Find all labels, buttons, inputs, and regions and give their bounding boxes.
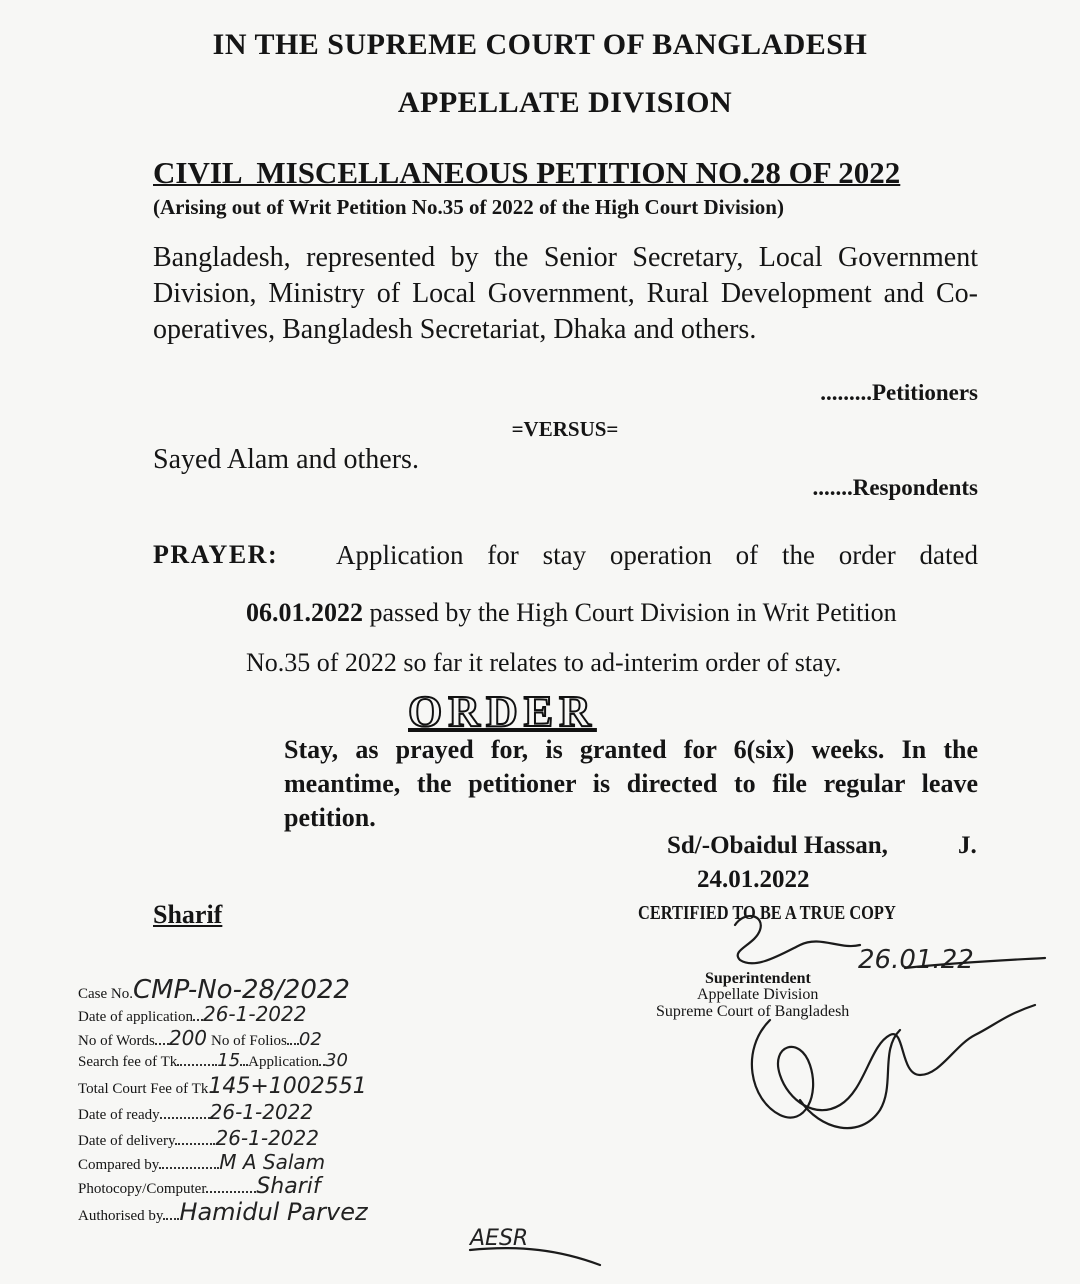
form-value: 26-1-2022 [202,1002,307,1026]
form-value: 145+1002551 [208,1074,367,1099]
prayer-line-2: passed by the High Court Division in Writ Petition [363,598,897,627]
form-search-fee [78,1050,348,1071]
form-value: Hamidul Parvez [179,1198,368,1226]
form-compared [78,1150,325,1174]
form-words-folios [78,1026,322,1050]
petitioners-label: .........Petitioners [820,380,978,405]
certified-stamp: CERTIFIED TO BE A TRUE COPY [638,902,896,924]
respondents-text: Sayed Alam and others. [153,444,419,475]
form-value: 15 [217,1050,241,1071]
form-label: Date of application [78,1009,193,1025]
order-heading: ORDER [408,687,597,736]
form-label: Total Court Fee of Tk [78,1081,209,1097]
superintendent-signature-loop [800,1030,900,1128]
form-label: Photocopy/Computer [78,1181,207,1197]
form-label: Case No. [78,986,133,1002]
form-value: 26-1-2022 [215,1126,319,1150]
form-authorised-note: AESR [470,1226,529,1251]
petitioners-text: Bangladesh, represented by the Senior Secretary, Local Government Division, Ministry of Local Government, Rural Development and Co-operatives, Bangladesh Secretariat, Dhaka and others. [153,242,978,345]
stamp-title: Superintendent [705,970,811,987]
superintendent-signature [752,1005,1035,1118]
form-value: 02 [298,1029,322,1050]
form-label: Date of ready [78,1107,160,1123]
court-title: IN THE SUPREME COURT OF BANGLADESH [212,28,868,61]
prayer-line-3: No.35 of 2022 so far it relates to ad-interim order of stay. [246,648,842,677]
clerk-name: Sharif [153,900,223,929]
stamp-handwritten-date: 26.01.22 [858,945,974,975]
stamp-division: Appellate Division [697,986,819,1003]
form-authorised [78,1198,368,1226]
arising-note: (Arising out of Writ Petition No.35 of 2022 of the High Court Division) [153,195,784,219]
form-label: No of Words [78,1033,155,1049]
form-label: Compared by [78,1157,160,1173]
form-date-ready [78,1100,313,1124]
order-text: Stay, as prayed for, is granted for 6(six) weeks. In the meantime, the petitioner is directed to file regular leave petition. [284,735,978,832]
petition-number: CIVIL MISCELLANEOUS PETITION NO.28 OF 2022 [153,155,901,190]
prayer-date: 06.01.2022 [246,598,363,627]
form-label: Authorised by [78,1208,164,1224]
division-title: APPELLATE DIVISION [397,86,733,119]
form-photocopy [78,1174,321,1199]
form-date-delivery [78,1126,319,1150]
form-value: Sharif [256,1174,321,1199]
order-date: 24.01.2022 [697,866,810,893]
form-label: Search fee of Tk [78,1054,178,1070]
form-value: 26-1-2022 [209,1100,314,1124]
form-total-fee [78,1074,367,1099]
prayer-label: PRAYER: [153,540,279,569]
form-value: M A Salam [219,1150,326,1174]
form-label: No of Folios [211,1033,287,1049]
versus-label: =VERSUS= [511,417,619,441]
form-label: Date of delivery [78,1133,176,1149]
form-label: Application [248,1054,319,1070]
form-value: 200 [168,1026,208,1050]
prayer-body [246,588,978,688]
form-case-no [78,975,350,1005]
form-date-application [78,1002,306,1026]
form-value: 30 [325,1050,348,1071]
prayer-line-1: Application for stay operation of the order dated [336,540,978,570]
judge-suffix: J. [958,832,977,859]
judge-signature: Sd/-Obaidul Hassan, [667,832,888,859]
stamp-court: Supreme Court of Bangladesh [656,1003,850,1020]
respondents-label: .......Respondents [812,475,978,500]
form-value: CMP-No-28/2022 [133,975,350,1005]
